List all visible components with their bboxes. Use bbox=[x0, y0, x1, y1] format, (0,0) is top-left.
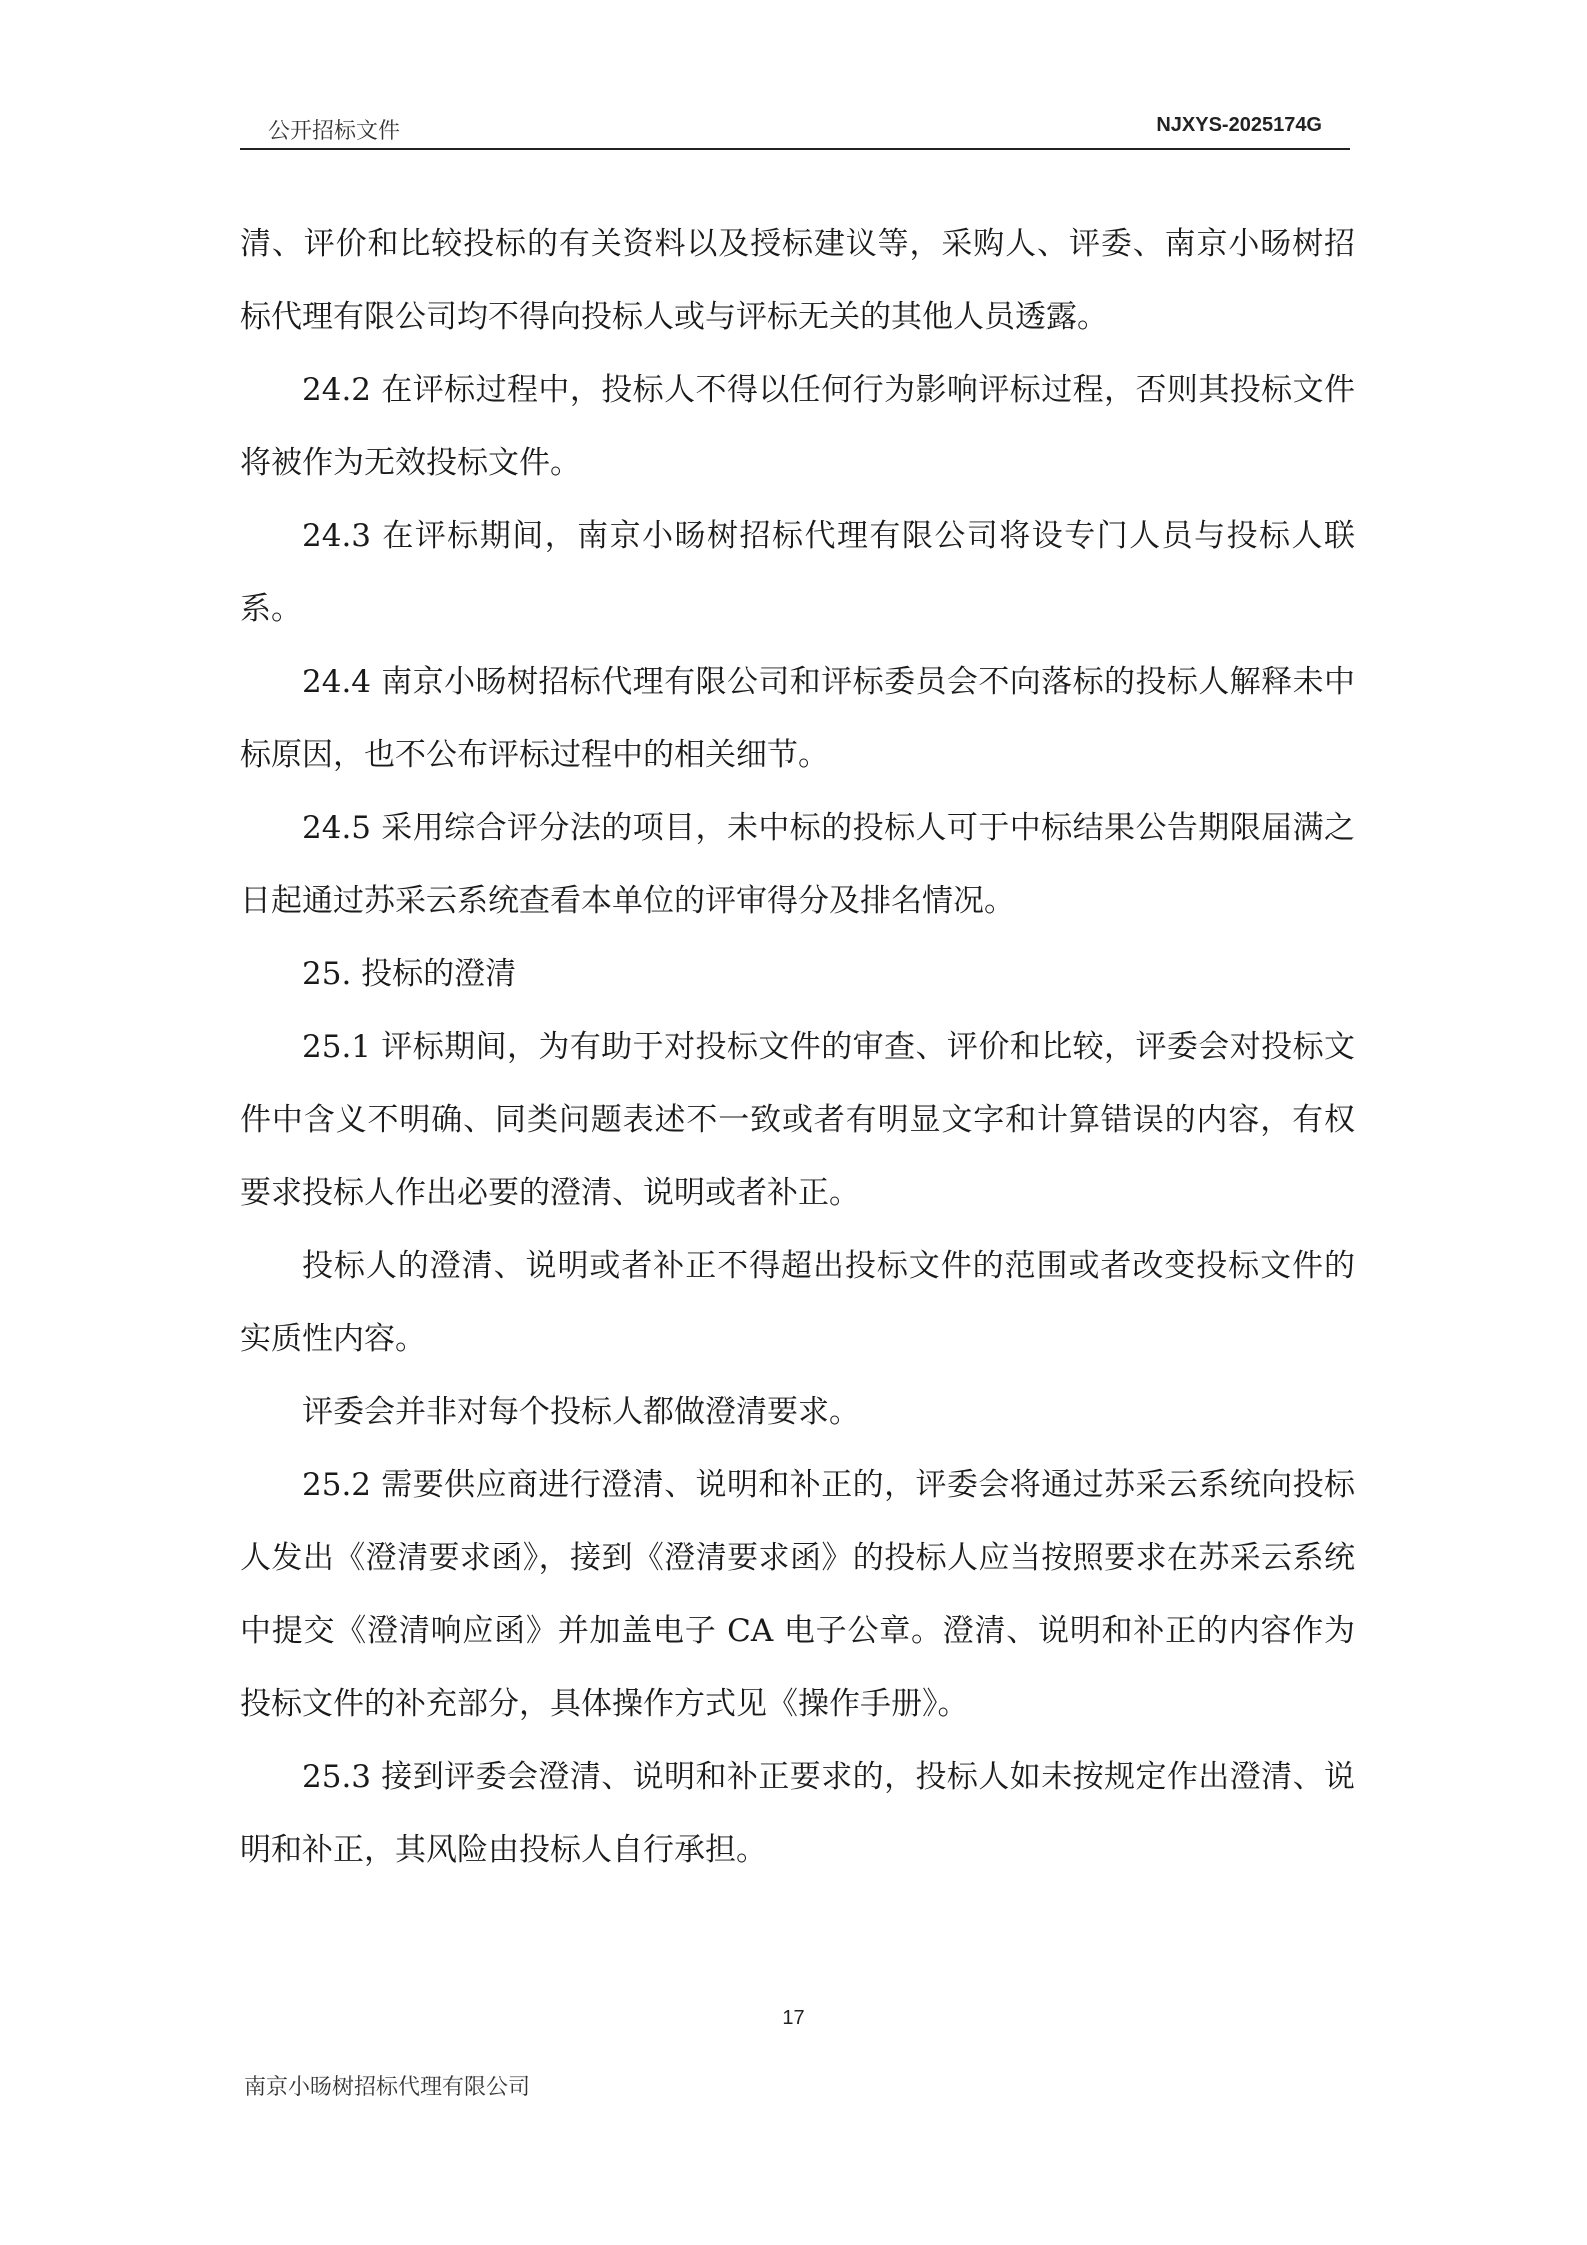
section-heading-25: 25. 投标的澄清 bbox=[302, 956, 517, 992]
document-body bbox=[240, 208, 1355, 1887]
page-header bbox=[240, 110, 1350, 150]
paragraph-24-1-continued: 清、评价和比较投标的有关资料以及授标建议等，采购人、评委、南京小旸树招标代理有限公司均不得向投标人或与评标无关的其他人员透露。 bbox=[240, 226, 1355, 335]
paragraph-24-2: 24.2 在评标过程中，投标人不得以任何行为影响评标过程，否则其投标文件将被作为无效投标文件。 bbox=[240, 372, 1355, 481]
header-project-code: NJXYS-2025174G bbox=[1156, 114, 1322, 136]
paragraph-24-3: 24.3 在评标期间，南京小旸树招标代理有限公司将设专门人员与投标人联系。 bbox=[240, 518, 1355, 627]
paragraph-24-4: 24.4 南京小旸树招标代理有限公司和评标委员会不向落标的投标人解释未中标原因，也不公布评标过程中的相关细节。 bbox=[240, 664, 1355, 773]
paragraph-25-1: 25.1 评标期间，为有助于对投标文件的审查、评价和比较，评委会对投标文件中含义不明确、同类问题表述不一致或者有明显文字和计算错误的内容，有权要求投标人作出必要的澄清、说明或者补正。 bbox=[240, 1029, 1355, 1211]
paragraph-25-1-note: 评委会并非对每个投标人都做澄清要求。 bbox=[302, 1394, 860, 1430]
page-number: 17 bbox=[782, 2007, 805, 2029]
header-doc-type: 公开招标文件 bbox=[268, 119, 401, 144]
paragraph-24-5: 24.5 采用综合评分法的项目，未中标的投标人可于中标结果公告期限届满之日起通过苏采云系统查看本单位的评审得分及排名情况。 bbox=[240, 810, 1355, 919]
page-footer: 南京小旸树招标代理有限公司 bbox=[244, 2075, 531, 2100]
paragraph-25-1-clarification-limit: 投标人的澄清、说明或者补正不得超出投标文件的范围或者改变投标文件的实质性内容。 bbox=[240, 1248, 1355, 1357]
paragraph-25-2: 25.2 需要供应商进行澄清、说明和补正的，评委会将通过苏采云系统向投标人发出《澄清要求函》，接到《澄清要求函》的投标人应当按照要求在苏采云系统中提交《澄清响应函》并加盖电子 CA 电子公章。澄清、说明和补正的内容作为投标文件的补充部分，具体操作方式见《操作手册》。 bbox=[240, 1467, 1355, 1722]
paragraph-25-3: 25.3 接到评委会澄清、说明和补正要求的，投标人如未按规定作出澄清、说明和补正，其风险由投标人自行承担。 bbox=[240, 1759, 1355, 1868]
